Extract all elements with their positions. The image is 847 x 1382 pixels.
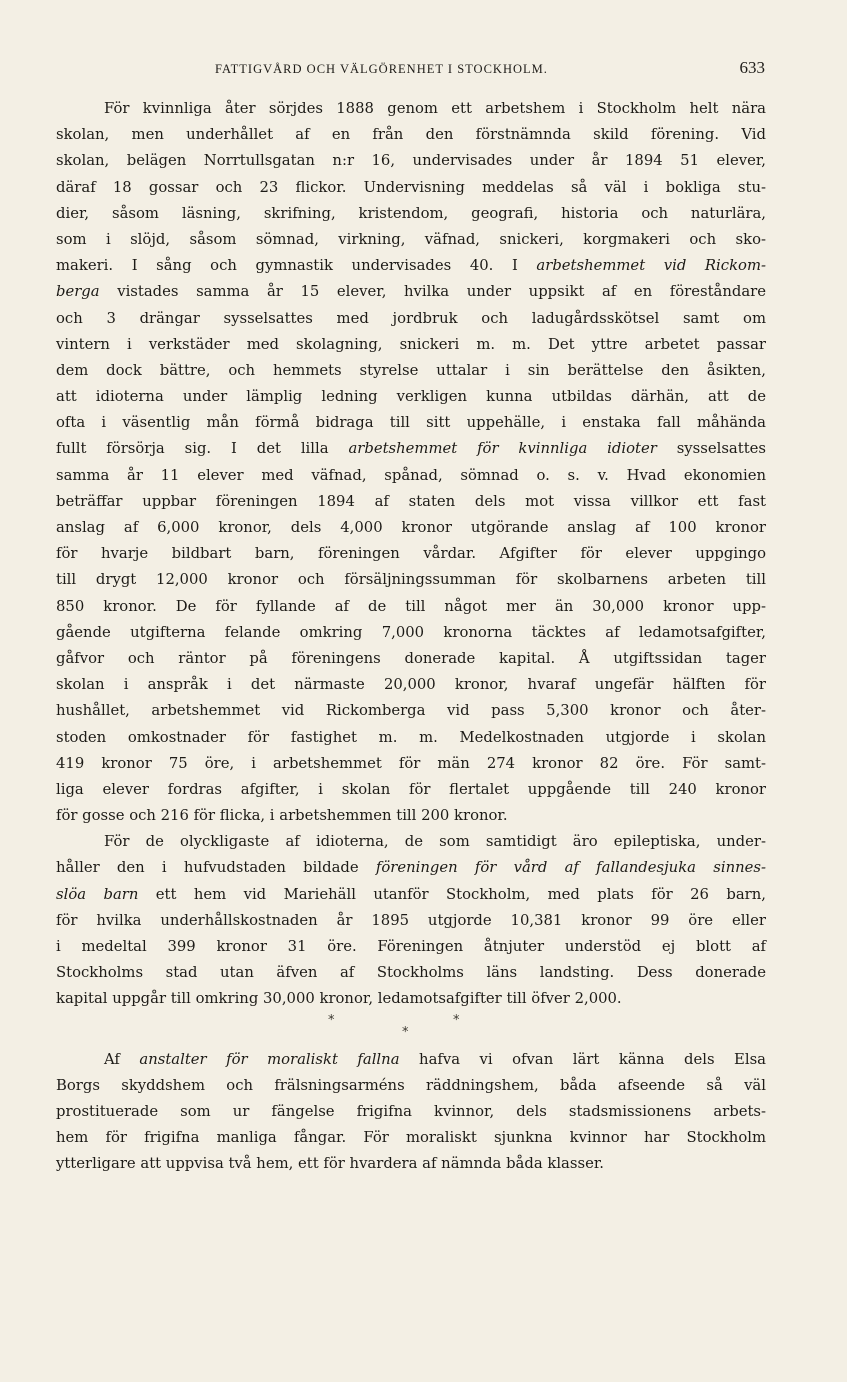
text-line: ofta i väsentlig mån förmå bidraga till sitt uppehälle, i enstaka fall måhända bbox=[56, 414, 766, 432]
paragraph-epileptic-children bbox=[56, 829, 766, 1012]
separator-star-left: * bbox=[328, 1012, 335, 1028]
paragraph-idiot-schools bbox=[56, 96, 766, 829]
text-line: För de olyckligaste af idioterna, de som samtidigt äro epileptiska, under- bbox=[104, 833, 766, 851]
text-line: skolan, men underhållet af en från den förstnämnda skild förening. Vid bbox=[56, 126, 766, 144]
separator-star-center: * bbox=[402, 1024, 409, 1040]
body-text bbox=[56, 96, 766, 1178]
text-run: makeri. I sång och gymnastik undervisades 40. I bbox=[56, 257, 537, 275]
text-line: liga elever fordras afgifter, i skolan för flertalet uppgående till 240 kronor bbox=[56, 780, 766, 798]
text-line: vintern i verkstäder med skolagning, snickeri m. m. Det yttre arbetet passar bbox=[56, 335, 766, 353]
text-run: håller den i hufvudstaden bildade bbox=[56, 859, 376, 877]
text-line bbox=[56, 855, 766, 881]
text-line bbox=[56, 882, 766, 908]
text-line: skolan i anspråk i det närmaste 20,000 kronor, hvaraf ungefär hälften för bbox=[56, 676, 766, 694]
text-line: dem dock bättre, och hemmets styrelse uttalar i sin berättelse den åsikten, bbox=[56, 361, 766, 379]
text-line: hem för frigifna manliga fångar. För moraliskt sjunkna kvinnor har Stockholm bbox=[56, 1129, 766, 1147]
text-line: anslag af 6,000 kronor, dels 4,000 kronor utgörande anslag af 100 kronor bbox=[56, 519, 766, 536]
text-line: 419 kronor 75 öre, i arbetshemmet för män 274 kronor 82 öre. För samt- bbox=[56, 754, 766, 772]
text-run: vistades samma år 15 elever, hvilka under uppsikt af en föreståndare bbox=[99, 283, 766, 301]
text-run: hafva vi ofvan lärt känna dels Elsa bbox=[399, 1050, 766, 1068]
text-line: Borgs skyddshem och frälsningsarméns räddningshem, båda afseende så väl bbox=[56, 1076, 766, 1094]
text-line: för hvarje bildbart barn, föreningen vårdar. Afgifter för elever uppgingo bbox=[56, 545, 766, 563]
italic-title-run: arbetshemmet vid Rickom- bbox=[536, 257, 766, 275]
text-run: Af bbox=[104, 1050, 140, 1068]
text-line: kapital uppgår till omkring 30,000 kronor, ledamotsafgifter till öfver 2,000. bbox=[56, 990, 622, 1008]
text-line bbox=[56, 279, 766, 305]
text-line: som i slöjd, såsom sömnad, virkning, väfnad, snickeri, korgmakeri och sko- bbox=[56, 230, 766, 248]
running-head bbox=[0, 58, 847, 82]
running-title: FATTIGVÅRD OCH VÄLGÖRENHET I STOCKHOLM. bbox=[215, 62, 548, 76]
text-line: ytterligare att uppvisa två hem, ett för hvardera af nämnda båda klasser. bbox=[56, 1155, 604, 1173]
text-line: att idioterna under lämplig ledning verkligen kunna utbildas därhän, att de bbox=[56, 388, 766, 406]
text-line: skolan, belägen Norrtullsgatan n:r 16, undervisades under år 1894 51 elever, bbox=[56, 152, 766, 170]
italic-title-run: arbetshemmet för kvinnliga idioter bbox=[348, 440, 657, 458]
text-line bbox=[56, 436, 766, 462]
text-line: i medeltal 399 kronor 31 öre. Föreningen åtnjuter understöd ej blott af bbox=[56, 938, 766, 955]
text-line: gående utgifterna felande omkring 7,000 kronorna täcktes af ledamotsafgifter, bbox=[56, 623, 766, 641]
text-line: Stockholms stad utan äfven af Stockholms läns landsting. Dess donerade bbox=[56, 964, 766, 982]
section-separator bbox=[56, 1013, 766, 1047]
text-line: gåfvor och räntor på föreningens donerade kapital. Å utgiftssidan tager bbox=[56, 649, 766, 667]
text-line: hushållet, arbetshemmet vid Rickomberga vid pass 5,300 kronor och åter- bbox=[56, 702, 766, 720]
text-line: och 3 drängar sysselsattes med jordbruk och ladugårdsskötsel samt om bbox=[56, 309, 766, 327]
text-line: 850 kronor. De för fyllande af de till något mer än 30,000 kronor upp- bbox=[56, 597, 766, 615]
text-line bbox=[56, 253, 766, 279]
text-line: För kvinnliga åter sörjdes 1888 genom ett arbetshem i Stockholm helt nära bbox=[104, 100, 766, 117]
text-line: prostituerade som ur fängelse frigifna kvinnor, dels stadsmissionens arbets- bbox=[56, 1102, 766, 1120]
separator-star-right: * bbox=[453, 1012, 460, 1028]
paragraph-moral-institutions bbox=[56, 1047, 766, 1178]
text-line: beträffar uppbar föreningen 1894 af staten dels mot vissa villkor ett fast bbox=[56, 492, 766, 510]
text-run: fullt försörja sig. I det lilla bbox=[56, 440, 349, 458]
text-line: till drygt 12,000 kronor och försäljningssumman för skolbarnens arbeten till bbox=[56, 571, 766, 589]
italic-title-run: berga bbox=[56, 283, 100, 301]
italic-title-run: anstalter för moraliskt fallna bbox=[139, 1050, 400, 1068]
text-line: dier, såsom läsning, skrifning, kristendom, geografi, historia och naturlära, bbox=[56, 204, 766, 222]
text-line: samma år 11 elever med väfnad, spånad, sömnad o. s. v. Hvad ekonomien bbox=[56, 466, 766, 484]
text-line: stoden omkostnader för fastighet m. m. Medelkostnaden utgjorde i skolan bbox=[56, 728, 766, 746]
italic-title-run: slöa barn bbox=[56, 885, 139, 903]
italic-title-run: föreningen för vård af fallandesjuka sinnes- bbox=[375, 859, 766, 877]
text-run: sysselsattes bbox=[656, 440, 766, 458]
page-number: 633 bbox=[739, 58, 765, 77]
text-line: för gosse och 216 för flicka, i arbetshemmen till 200 kronor. bbox=[56, 807, 508, 825]
text-line bbox=[56, 1047, 766, 1073]
text-line: däraf 18 gossar och 23 flickor. Undervisning meddelas så väl i bokliga stu- bbox=[56, 178, 766, 196]
text-run: ett hem vid Mariehäll utanför Stockholm, med plats för 26 barn, bbox=[138, 885, 766, 903]
text-line: för hvilka underhållskostnaden år 1895 utgjorde 10,381 kronor 99 öre eller bbox=[56, 911, 766, 929]
